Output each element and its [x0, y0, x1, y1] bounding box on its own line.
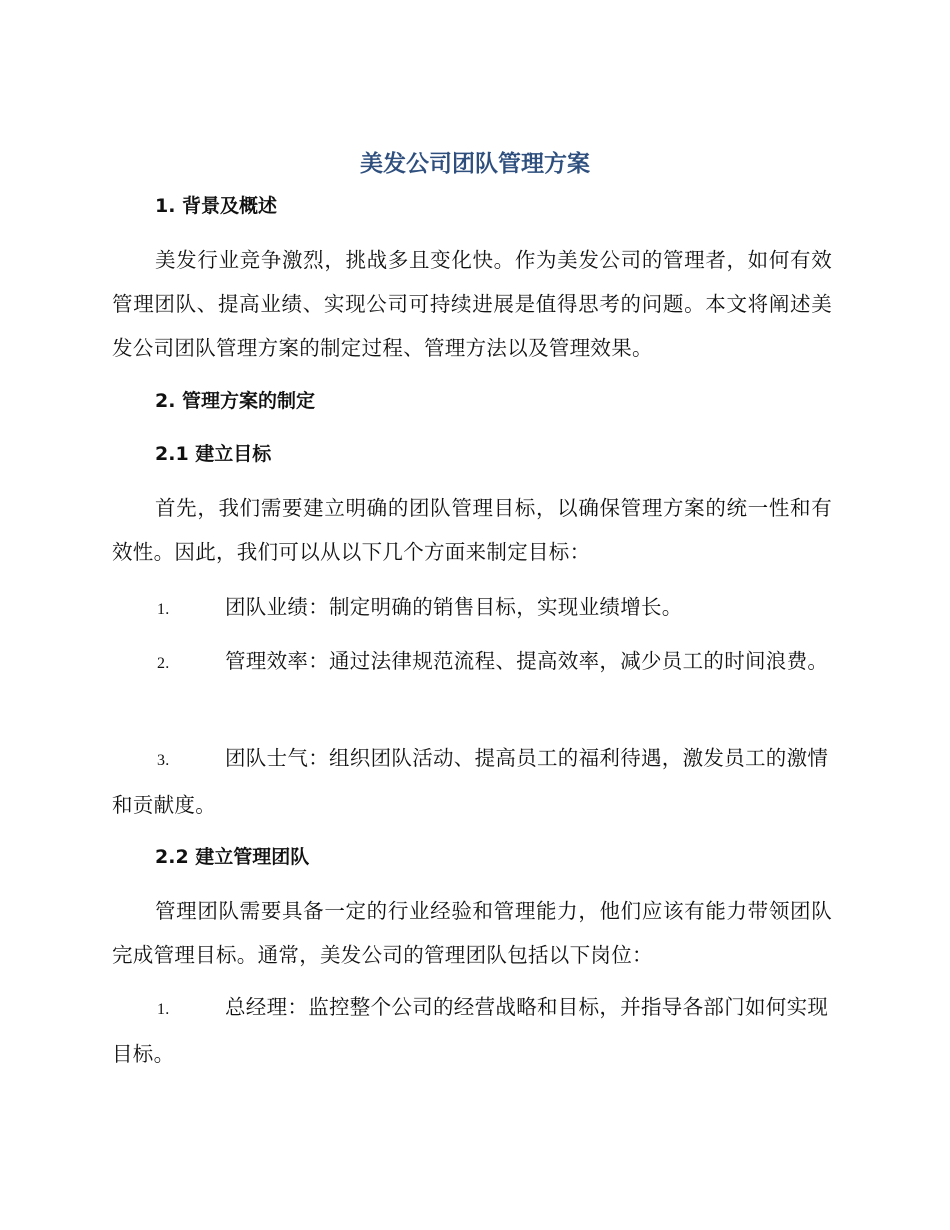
section-2-heading: 2. 管理方案的制定	[155, 390, 316, 412]
section-1-paragraph: 美发行业竞争激烈，挑战多且变化快。作为美发公司的管理者，如何有效管理团队、提高业绩、实现公司可持续进展是值得思考的问题。本文将阐述美发公司团队管理方案的制定过程、管理方法以及管理效果。	[112, 248, 832, 360]
list-item-number: 1.	[157, 601, 170, 618]
list-item-number: 1.	[157, 1001, 170, 1018]
document-title: 美发公司团队管理方案	[360, 151, 590, 177]
list-item-number: 2.	[157, 655, 170, 672]
section-1-heading: 1. 背景及概述	[155, 195, 278, 217]
list-item-goal-2	[112, 639, 832, 686]
list-item-text: 团队业绩：制定明确的销售目标，实现业绩增长。	[225, 595, 683, 619]
list-item-text: 管理效率：通过法律规范流程、提高效率，减少员工的时间浪费。	[225, 649, 829, 673]
list-item-number: 3.	[157, 752, 170, 769]
section-2-1-heading: 2.1 建立目标	[155, 443, 272, 465]
section-2-1-paragraph: 首先，我们需要建立明确的团队管理目标，以确保管理方案的统一性和有效性。因此，我们可以从以下几个方面来制定目标：	[112, 496, 832, 564]
list-item-goal-3	[112, 736, 832, 827]
list-item-text: 团队士气：组织团队活动、提高员工的福利待遇，激发员工的激情和贡献度。	[112, 746, 829, 817]
section-2-2-heading: 2.2 建立管理团队	[155, 846, 310, 868]
list-item-goal-1	[112, 585, 832, 632]
list-item-text: 总经理：监控整个公司的经营战略和目标，并指导各部门如何实现目标。	[112, 995, 829, 1066]
list-item-role-1	[112, 985, 832, 1076]
section-2-2-paragraph: 管理团队需要具备一定的行业经验和管理能力，他们应该有能力带领团队完成管理目标。通常，美发公司的管理团队包括以下岗位：	[112, 899, 832, 967]
